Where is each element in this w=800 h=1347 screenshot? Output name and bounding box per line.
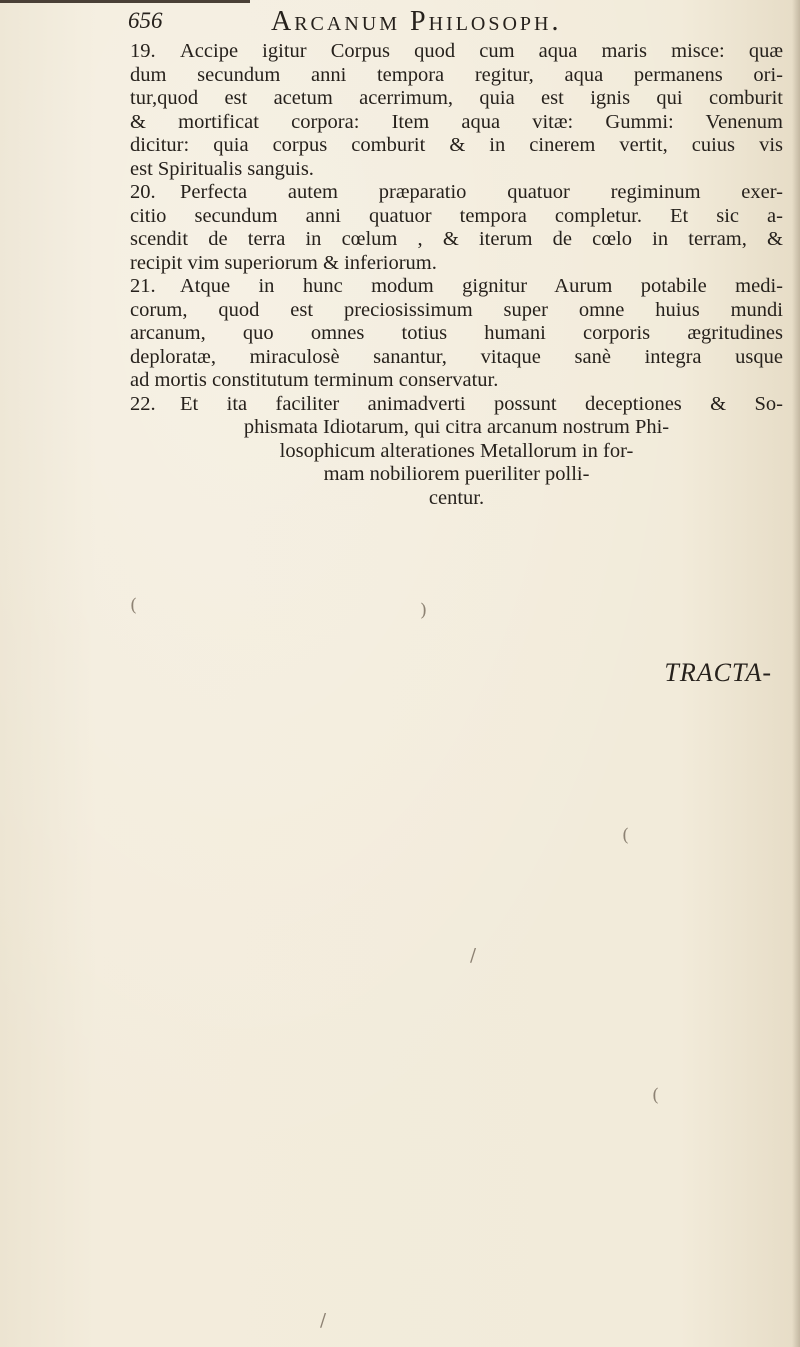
paper-mark: ) xyxy=(420,600,428,621)
text-line: scendit de terra in cœlum , & iterum de cœlo in terram, & xyxy=(130,228,783,250)
text-line: tur,quod est acetum acerrimum, quia est ignis qui comburit xyxy=(130,87,783,109)
page-edge-shadow xyxy=(792,0,800,1347)
paper-mark: ( xyxy=(652,1085,660,1106)
text-line: est Spiritualis sanguis. xyxy=(130,157,314,180)
paragraph-number: 22. xyxy=(130,392,156,415)
text-line: dum secundum anni tempora regitur, aqua permanens ori- xyxy=(130,63,783,86)
top-rule xyxy=(0,0,250,3)
paragraph-number: 19. xyxy=(130,40,156,62)
text-line: recipit vim superiorum & inferiorum. xyxy=(130,251,437,274)
page-number: 656 xyxy=(128,8,163,33)
text-line: 19. Accipe igitur Corpus quod cum aqua maris misce: quæ xyxy=(130,40,783,62)
text-line: losophicum alterationes Metallorum in for- xyxy=(279,439,634,462)
page-header xyxy=(128,6,768,38)
text-line: 22. Et ita faciliter animadverti possunt deceptiones & So- xyxy=(130,392,783,415)
text-line: phismata Idiotarum, qui citra arcanum nostrum Phi- xyxy=(243,416,670,438)
text-line: arcanum, quo omnes totius humani corporis ægritudines xyxy=(130,322,783,344)
text-line: dicitur: quia corpus comburit & in cinerem vertit, cuius vis xyxy=(130,134,783,156)
paper-mark: / xyxy=(320,1310,327,1331)
catchword: TRACTA- xyxy=(664,658,772,687)
text-line: 21. Atque in hunc modum gignitur Aurum potabile medi- xyxy=(130,275,783,297)
text-line: corum, quod est preciosissimum super omne huius mundi xyxy=(130,298,783,321)
text-line: mam nobiliorem pueriliter polli- xyxy=(323,463,590,485)
paper-mark: ( xyxy=(622,825,630,846)
text-line: citio secundum anni quatuor tempora completur. Et sic a- xyxy=(130,204,783,227)
running-title: Arcanum Philosoph. xyxy=(271,6,562,37)
text-line: ad mortis constitutum terminum conservatur. xyxy=(130,369,499,391)
body-text xyxy=(130,40,783,510)
paragraph-number: 21. xyxy=(130,275,156,297)
paper-mark: ( xyxy=(130,595,138,616)
text-line: centur. xyxy=(428,486,485,509)
paragraph-number: 20. xyxy=(130,181,156,203)
text-line: 20. Perfecta autem præparatio quatuor regiminum exer- xyxy=(130,181,783,203)
text-line: deploratæ, miraculosè sanantur, vitaque sanè integra usque xyxy=(130,345,783,368)
paper-mark: / xyxy=(470,945,477,966)
text-line: & mortificat corpora: Item aqua vitæ: Gummi: Venenum xyxy=(130,110,783,133)
